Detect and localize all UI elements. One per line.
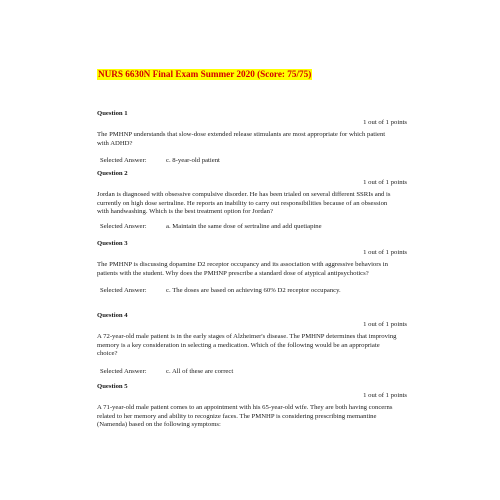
title-wrap — [97, 64, 312, 82]
selected-answer-value: c. All of these are correct — [166, 367, 234, 375]
selected-answer-value: c. 8-year-old patient — [166, 157, 220, 165]
question-block — [97, 110, 407, 166]
question-points: 1 out of 1 points — [363, 249, 407, 256]
question-block — [97, 170, 407, 231]
question-heading: Question 3 — [97, 240, 128, 247]
selected-answer-label: Selected Answer: — [100, 157, 147, 165]
question-block — [97, 383, 407, 430]
question-block — [97, 240, 407, 296]
question-points: 1 out of 1 points — [363, 321, 407, 328]
selected-answer-value: c. The doses are based on achieving 60% D2 receptor occupancy. — [166, 287, 341, 295]
question-heading: Question 2 — [97, 170, 128, 177]
selected-answer-label: Selected Answer: — [100, 367, 147, 375]
question-text: The PMHNP understands that slow-dose extended release stimulants are most appropriate for which patient with ADHD? — [97, 131, 386, 147]
question-text: The PMHNP is discussing dopamine D2 receptor occupancy and its association with aggressive behaviors in patients with the student. Why does the PMHNP prescribe a standard dose of atypical antipsychotics? — [97, 261, 388, 277]
selected-answer-value: a. Maintain the same dose of sertraline and add quetiapine — [166, 222, 322, 230]
question-heading: Question 1 — [97, 110, 128, 117]
question-block — [97, 312, 407, 376]
question-heading: Question 4 — [97, 312, 128, 319]
selected-answer-row — [100, 223, 407, 232]
exam-title: NURS 6630N Final Exam Summer 2020 (Score: 75/75) — [98, 69, 312, 79]
selected-answer-label: Selected Answer: — [100, 222, 147, 230]
selected-answer-row — [100, 157, 407, 166]
selected-answer-row — [100, 287, 407, 296]
question-text: Jordan is diagnosed with obsessive compulsive disorder. He has been trialed on several different SSRIs and is currently on high dose sertraline. He reports an inability to carry out responsibilities because of an obsession with handwashing. Which is the best treatment option for Jordan? — [97, 191, 391, 216]
question-text: A 71-year-old male patient comes to an appointment with his 65-year-old wife. They are both having concerns related to her memory and ability to recognize faces. The PMNHP is considering prescribing memantine (Namenda) based on the following symptoms: — [97, 404, 393, 429]
selected-answer-row — [100, 368, 407, 377]
question-text: A 72-year-old male patient is in the early stages of Alzheimer's disease. The PMHNP determines that improving memory is a key consideration in selecting a medication. Which of the following would be an appropriate choice? — [97, 333, 397, 358]
question-points: 1 out of 1 points — [363, 119, 407, 126]
question-points: 1 out of 1 points — [363, 392, 407, 399]
question-heading: Question 5 — [97, 383, 128, 390]
selected-answer-label: Selected Answer: — [100, 287, 147, 295]
question-points: 1 out of 1 points — [363, 179, 407, 186]
